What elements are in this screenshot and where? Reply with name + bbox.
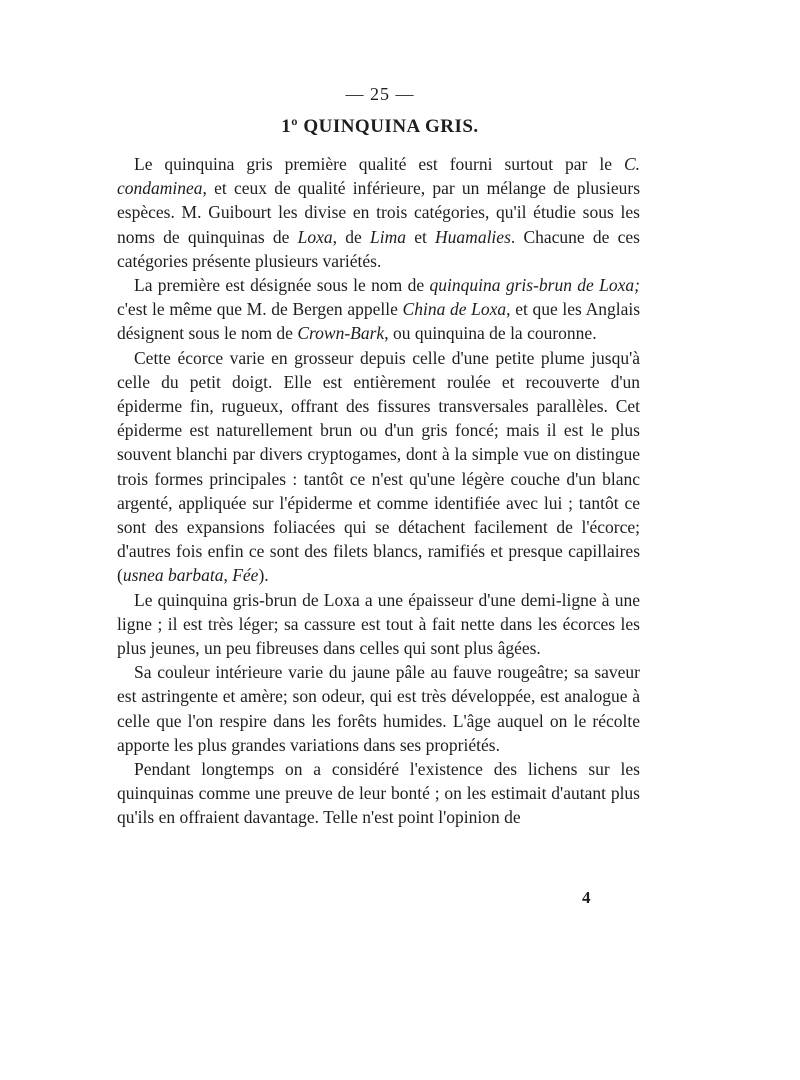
text-run: Pendant longtemps on a considéré l'existence des lichens sur les quinquinas comme une preuve de leur bonté ; on les estimait d'autant plus qu'ils en offraient davantage. Telle n'est point l'opinion de <box>117 759 640 828</box>
body-text <box>117 152 640 830</box>
paragraph <box>117 273 640 346</box>
page-number: — 25 — <box>345 84 415 104</box>
text-run: La première est désignée sous le nom de <box>134 275 430 296</box>
text-run: , et que les Anglais désignent sous le nom de <box>117 299 641 344</box>
text-run: Le quinquina gris-brun de Loxa a une épaisseur d'une demi-ligne à une ligne ; il est très léger; sa cassure est tout à fait nette dans les écorces les plus jeunes, un peu fibreuses dans celles qui sont plus âgées. <box>117 589 640 659</box>
italic-run: Huamalies <box>435 226 511 247</box>
italic-run: usnea barbata <box>122 565 224 586</box>
italic-run: quinquina gris-brun de Loxa; <box>429 275 640 296</box>
italic-run: China de Loxa <box>402 299 507 320</box>
text-run: , <box>223 565 233 586</box>
section-heading: 1º QUINQUINA GRIS. <box>281 116 479 137</box>
paragraph <box>117 588 640 661</box>
italic-run: Fée <box>232 565 259 586</box>
text-run: , de <box>332 226 370 247</box>
text-run: et <box>405 226 436 247</box>
paragraph <box>117 660 640 757</box>
paragraph <box>117 152 640 273</box>
text-run: Cette écorce varie en grosseur depuis celle d'une petite plume jusqu'à celle du petit doigt. Elle est entièrement roulée et recouverte d'un épiderme fin, rugueux, offrant des fissures transversales parallèles. Cet épiderme est naturellement brun ou d'un gris foncé; mais il est le plus souvent blanchi par divers cryptogames, dont à la simple vue on distingue trois formes principales : tantôt ce n'est qu'une légère couche d'un blanc argenté, appliquée sur l'épiderme et comme identifiée avec lui ; tantôt ce sont des expansions foliacées qui se détachent facilement de l'écorce; d'autres fois enfin ce sont des filets blancs, ramifiés et presque capillaires ( <box>117 347 640 586</box>
italic-run: Loxa <box>297 226 333 247</box>
text-run: , et ceux de qualité inférieure, par un mélange de plusieurs espèces. M. Guibourt les divise en trois catégories, qu'il étudie sous les noms de quinquinas de <box>117 178 640 247</box>
text-run: ). <box>258 565 269 586</box>
text-run: Sa couleur intérieure varie du jaune pâle au fauve rougeâtre; sa saveur est astringente et amère; son odeur, qui est très développée, est analogue à celle que l'on respire dans les forêts humides. L'âge auquel on le récolte apporte les plus grandes variations dans ses propriétés. <box>117 662 640 755</box>
text-run: c'est le même que M. de Bergen appelle <box>117 299 403 320</box>
italic-run: C. condaminea <box>117 154 640 199</box>
paragraph <box>117 757 640 830</box>
signature-mark: 4 <box>582 888 591 907</box>
italic-run: Crown-Bark <box>297 323 385 344</box>
text-run: . Chacune de ces catégories présente plusieurs variétés. <box>117 226 640 271</box>
text-run: Le quinquina gris première qualité est fourni surtout par le <box>134 154 624 174</box>
italic-run: Lima <box>369 226 406 247</box>
paragraph <box>117 346 640 588</box>
text-run: , ou quinquina de la couronne. <box>384 323 597 344</box>
